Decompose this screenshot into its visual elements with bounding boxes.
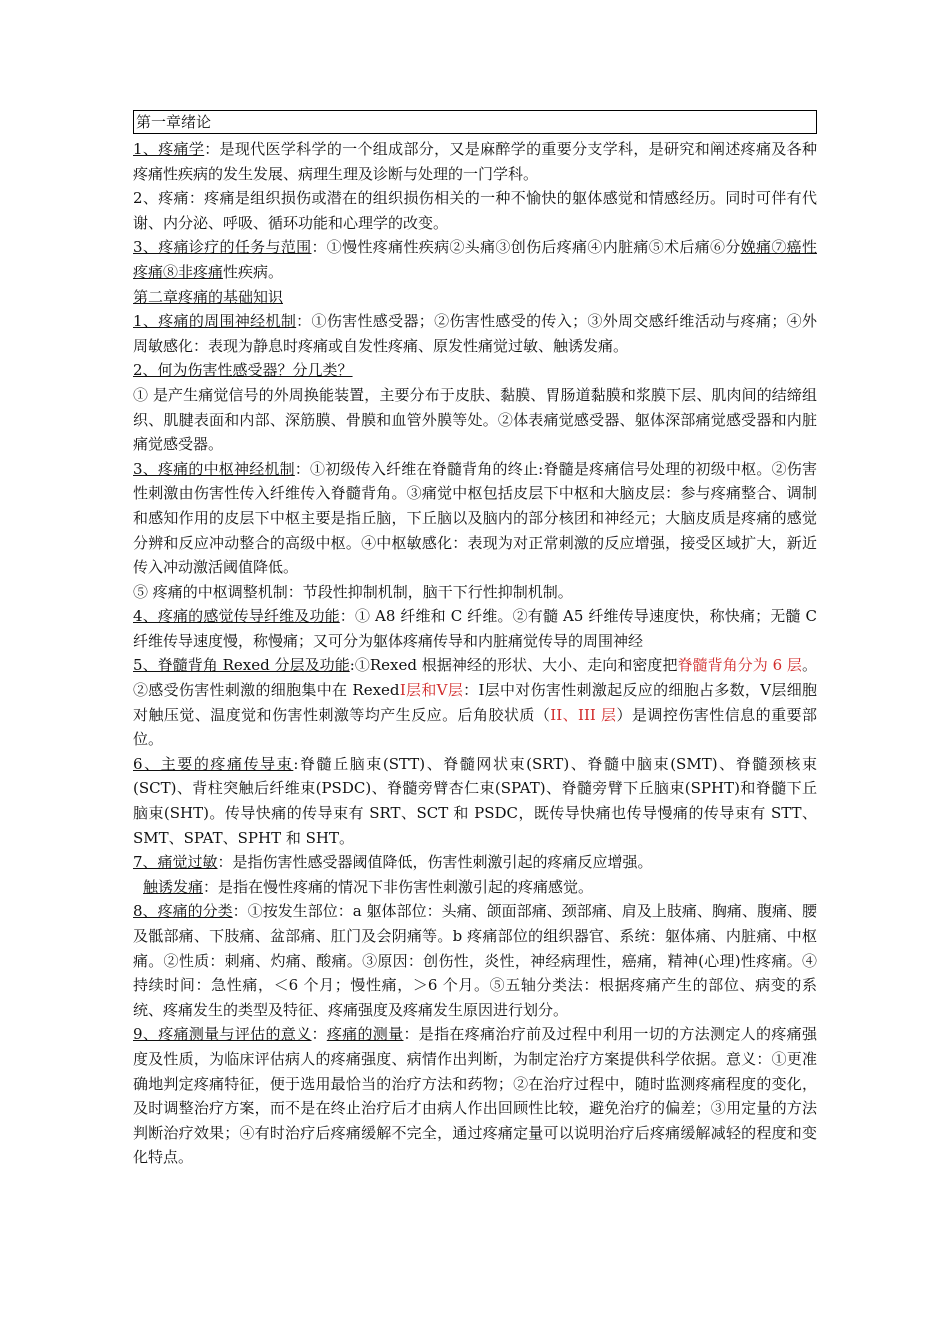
term: 疼痛的测量 bbox=[326, 1025, 404, 1044]
section-2-8: 8、疼痛的分类：①按发生部位：a 躯体部位：头痛、颌面部痛、颈部痛、肩及上肢痛、胸痛、腹痛、腰及骶部痛、下肢痛、盆部痛、肛门及会阴痛等。b 疼痛部位的组织器官、系统：躯体痛、内脏痛、中枢痛。②性质：刺痛、灼痛、酸痛。③原因：创伤性，炎性，神经病理性，癌痛，精神(心理)性疼痛。④持续时间：急性痛，＜6 个月；慢性痛，＞6 个月。⑤五轴分类法：根据疼痛产生的部位、病变的系统、疼痛发生的类型及特征、疼痛强度及疼痛发生原因进行划分。 bbox=[133, 902, 818, 1019]
section-2-3-cont: ⑤ 疼痛的中枢调整机制：节段性抑制机制，脑干下行性抑制机制。 bbox=[133, 582, 573, 601]
section-2-1: 1、疼痛的周围神经机制：①伤害性感受器；②伤害性感受的传入；③外周交感纤维活动与疼痛；④外周敏感化：表现为静息时疼痛或自发性疼痛、原发性痛觉过敏、触诱发痛。 bbox=[133, 312, 817, 355]
section-1-1: 1、疼痛学：是现代医学科学的一个组成部分，又是麻醉学的重要分支学科，是研究和阐述疼痛及各种疼痛性疾病的发生发展、病理生理及诊断与处理的一门学科。 bbox=[133, 140, 817, 183]
term: 1、疼痛学 bbox=[133, 140, 205, 158]
section-1-3: 3、疼痛诊疗的任务与范围：①慢性疼痛性疾病②头痛③创伤后疼痛④内脏痛⑤术后痛⑥分娩痛⑦癌性疼痛⑧非疼痛性疾病。 bbox=[133, 238, 817, 281]
term: 9、疼痛测量与评估的意义 bbox=[133, 1025, 312, 1044]
term: 5、脊髓背角 Rexed 分层及功能 bbox=[133, 656, 350, 675]
chapter-2-title: 第二章疼痛的基础知识 bbox=[133, 287, 284, 306]
term: 触诱发痛 bbox=[143, 877, 204, 896]
section-1-2: 2、疼痛：疼痛是组织损伤或潜在的组织损伤相关的一种不愉快的躯体感觉和情感经历。同时可伴有代谢、内分泌、呼吸、循环功能和心理学的改变。 bbox=[133, 189, 817, 232]
section-2-4: 4、疼痛的感觉传导纤维及功能：① A8 纤维和 C 纤维。②有髓 A5 纤维传导速度快，称快痛；无髓 C 纤维传导速度慢，称慢痛；又可分为躯体疼痛传导和内脏痛觉传导的周围神经 bbox=[133, 607, 818, 650]
section-2-9: 9、疼痛测量与评估的意义：疼痛的测量：是指在疼痛治疗前及过程中利用一切的方法测定人的疼痛强度及性质，为临床评估病人的疼痛强度、病情作出判断，为制定治疗方案提供科学依据。意义：①更准确地判定疼痛特征，便于选用最恰当的治疗方法和药物；②在治疗过程中，随时监测疼痛程度的变化，及时调整治疗方案，而不是在终止治疗后才由病人作出回顾性比较，避免治疗的偏差；③用定量的方法判断治疗效果；④有时治疗后疼痛缓解不完全，通过疼痛定量可以说明治疗后疼痛缓解减轻的程度和变化特点。 bbox=[133, 1025, 817, 1167]
section-2-6: 6、主要的疼痛传导束:脊髓丘脑束(STT)、脊髓网状束(SRT)、脊髓中脑束(SMT)、脊髓颈核束(SCT)、背柱突触后纤维束(PSDC)、脊髓旁臂杏仁束(SPAT)、脊髓旁臂下丘脑束(SPHT)和脊髓下丘脑束(SHT)。传导快痛的传导束有 SRT、SCT 和 PSDC，既传导快痛也传导慢痛的传导束有 STT、SMT、SPAT、SPHT 和 SHT。 bbox=[133, 754, 818, 847]
section-2-5: 5、脊髓背角 Rexed 分层及功能:①Rexed 根据神经的形状、大小、走向和密度把脊髓背角分为 6 层。②感受伤害性刺激的细胞集中在 RexedⅠ层和Ⅴ层：Ⅰ层中对伤害性刺激起反应的细胞占多数，Ⅴ层细胞对触压觉、温度觉和伤害性刺激等均产生反应。后角胶状质（II、III 层）是调控伤害性信息的重要部位。 bbox=[133, 656, 817, 749]
section-2-2-body: ① 是产生痛觉信号的外周换能装置，主要分布于皮肤、黏膜、胃肠道黏膜和浆膜下层、肌肉间的结缔组织、肌腱表面和内部、深筋膜、骨膜和血管外膜等处。②体表痛觉感受器、躯体深部痛觉感受器和内脏痛觉感受器。 bbox=[133, 385, 817, 454]
term: 3、疼痛诊疗的任务与范围 bbox=[133, 238, 312, 257]
section-2-7-cont: 触诱发痛：是指在慢性疼痛的情况下非伤害性刺激引起的疼痛感觉。 bbox=[143, 877, 594, 896]
term: 3、疼痛的中枢神经机制 bbox=[133, 459, 295, 478]
term: 4、疼痛的感觉传导纤维及功能 bbox=[133, 607, 340, 626]
term: 1、疼痛的周围神经机制 bbox=[133, 312, 297, 331]
section-2-7: 7、痛觉过敏：是指伤害性感受器阈值降低，伤害性刺激引起的疼痛反应增强。 bbox=[133, 853, 653, 872]
term: 6、主要的疼痛传导束 bbox=[133, 754, 294, 773]
chapter-1-title: 第一章绪论 bbox=[133, 110, 817, 134]
section-2-2-heading: 2、何为伤害性感受器？分几类？ bbox=[133, 361, 353, 380]
document-page bbox=[133, 110, 817, 1170]
term: 7、痛觉过敏 bbox=[133, 853, 218, 872]
section-2-3: 3、疼痛的中枢神经机制：①初级传入纤维在脊髓背角的终止:脊髓是疼痛信号处理的初级中枢。②伤害性刺激由伤害性传入纤维传入脊髓背角。③痛觉中枢包括皮层下中枢和大脑皮层：参与疼痛整合、调制和感知作用的皮层下中枢主要是指丘脑，下丘脑以及脑内的部分核团和神经元；大脑皮质是疼痛的感觉分辨和反应冲动整合的高级中枢。④中枢敏感化：表现为对正常刺激的反应增强，接受区域扩大，新近传入冲动激活阈值降低。 bbox=[133, 459, 817, 577]
term: 8、疼痛的分类 bbox=[133, 902, 233, 921]
